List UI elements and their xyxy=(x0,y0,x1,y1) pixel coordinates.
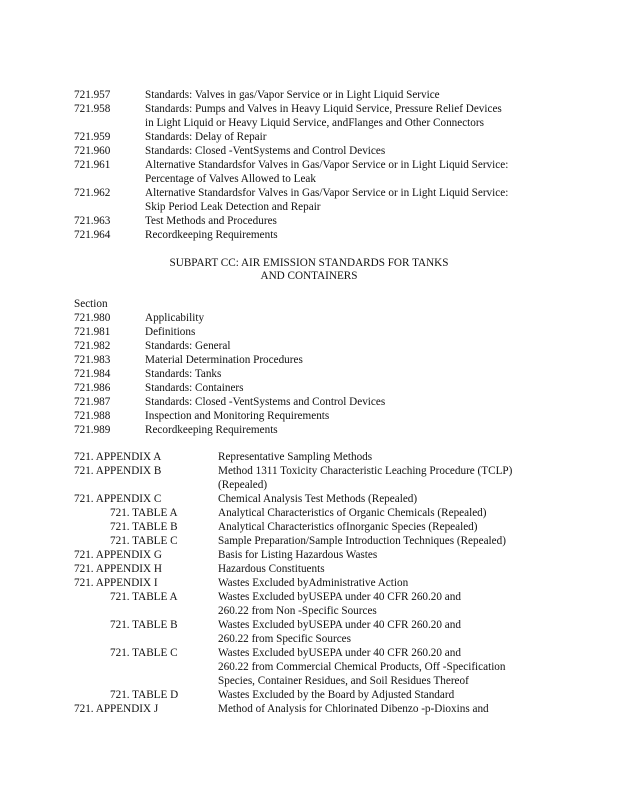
section-number: 721.982 xyxy=(74,340,111,352)
table-label: 721. TABLE B xyxy=(110,619,178,631)
appendix-title: Chemical Analysis Test Methods (Repealed) xyxy=(218,493,418,505)
toc-entry-721-961-cont xyxy=(0,172,618,186)
table-label: 721. TABLE C xyxy=(110,535,178,547)
appendix-entry-j xyxy=(0,702,618,716)
appendix-label: 721. APPENDIX B xyxy=(74,465,162,477)
table-title: Wastes Excluded byUSEPA under 40 CFR 260.20 and xyxy=(218,591,461,603)
section-number: 721.963 xyxy=(74,215,111,227)
table-entry-c-b xyxy=(0,520,618,534)
table-title-continuation: Species, Container Residues, and Soil Residues Thereof xyxy=(218,675,469,687)
section-number: 721.964 xyxy=(74,229,111,241)
section-title: Standards: Valves in gas/Vapor Service or in Light Liquid Service xyxy=(145,89,440,101)
table-title: Wastes Excluded byUSEPA under 40 CFR 260.20 and xyxy=(218,619,461,631)
appendix-title: Hazardous Constituents xyxy=(218,563,325,575)
toc-entry-721-959 xyxy=(0,130,618,144)
toc-entry-721-982 xyxy=(0,339,618,353)
toc-entry-721-986 xyxy=(0,381,618,395)
toc-entry-721-958-cont xyxy=(0,116,618,130)
appendix-entry-g xyxy=(0,548,618,562)
appendix-title: Wastes Excluded byAdministrative Action xyxy=(218,577,409,589)
table-entry-i-c-cont2 xyxy=(0,674,618,688)
table-label: 721. TABLE C xyxy=(110,647,178,659)
toc-entry-721-984 xyxy=(0,367,618,381)
section-label: Section xyxy=(74,298,108,310)
section-number: 721.983 xyxy=(74,354,111,366)
section-title: Material Determination Procedures xyxy=(145,354,303,366)
section-number: 721.986 xyxy=(74,382,111,394)
section-title: Applicability xyxy=(145,312,205,324)
appendix-label: 721. APPENDIX A xyxy=(74,451,162,463)
table-title-continuation: 260.22 from Non -Specific Sources xyxy=(218,605,377,617)
section-title: Test Methods and Procedures xyxy=(145,215,277,227)
table-label: 721. TABLE A xyxy=(110,591,178,603)
table-entry-i-c xyxy=(0,646,618,660)
section-title: Alternative Standardsfor Valves in Gas/Vapor Service or in Light Liquid Service: xyxy=(145,159,509,171)
table-entry-i-b xyxy=(0,618,618,632)
appendix-title-continuation: (Repealed) xyxy=(218,479,268,491)
section-number: 721.980 xyxy=(74,312,111,324)
section-title-continuation: Percentage of Valves Allowed to Leak xyxy=(145,173,316,185)
table-entry-i-a-cont xyxy=(0,604,618,618)
appendix-entry-b xyxy=(0,464,618,478)
section-title: Definitions xyxy=(145,326,196,338)
toc-entry-721-958 xyxy=(0,102,618,116)
appendix-entry-i xyxy=(0,576,618,590)
table-title: Wastes Excluded byUSEPA under 40 CFR 260.20 and xyxy=(218,647,461,659)
table-title-continuation: 260.22 from Commercial Chemical Products, Off -Specification xyxy=(218,661,506,673)
section-number: 721.989 xyxy=(74,424,111,436)
toc-entry-721-960 xyxy=(0,144,618,158)
toc-entry-721-981 xyxy=(0,325,618,339)
appendix-label: 721. APPENDIX I xyxy=(74,577,158,589)
section-number: 721.958 xyxy=(74,103,111,115)
table-title: Analytical Characteristics of Organic Chemicals (Repealed) xyxy=(218,507,487,519)
toc-entry-721-961 xyxy=(0,158,618,172)
toc-entry-721-964 xyxy=(0,228,618,242)
section-title: Recordkeeping Requirements xyxy=(145,229,278,241)
table-title-continuation: 260.22 from Specific Sources xyxy=(218,633,351,645)
appendix-title: Method of Analysis for Chlorinated Dibenzo -p-Dioxins and xyxy=(218,703,489,715)
table-entry-i-c-cont xyxy=(0,660,618,674)
toc-entry-721-987 xyxy=(0,395,618,409)
section-title: Standards: Tanks xyxy=(145,368,222,380)
section-title: Recordkeeping Requirements xyxy=(145,424,278,436)
section-title-continuation: in Light Liquid or Heavy Liquid Service, andFlanges and Other Connectors xyxy=(145,117,484,129)
section-title: Standards: Closed -VentSystems and Control Devices xyxy=(145,396,386,408)
toc-entry-721-962-cont xyxy=(0,200,618,214)
section-title-continuation: Skip Period Leak Detection and Repair xyxy=(145,201,321,213)
table-label: 721. TABLE D xyxy=(110,689,179,701)
section-number: 721.957 xyxy=(74,89,111,101)
appendix-entry-a xyxy=(0,450,618,464)
section-title: Standards: General xyxy=(145,340,231,352)
appendix-label: 721. APPENDIX J xyxy=(74,703,159,715)
section-title: Inspection and Monitoring Requirements xyxy=(145,410,330,422)
section-number: 721.962 xyxy=(74,187,111,199)
section-title: Alternative Standardsfor Valves in Gas/Vapor Service or in Light Liquid Service: xyxy=(145,187,509,199)
subpart-heading-line: AND CONTAINERS xyxy=(260,270,358,282)
section-title: Standards: Delay of Repair xyxy=(145,131,267,143)
subpart-cc-heading-cont xyxy=(0,269,618,283)
table-entry-i-a xyxy=(0,590,618,604)
toc-entry-721-988 xyxy=(0,409,618,423)
toc-entry-721-983 xyxy=(0,353,618,367)
table-title: Wastes Excluded by the Board by Adjusted Standard xyxy=(218,689,455,701)
toc-entry-721-963 xyxy=(0,214,618,228)
section-number: 721.960 xyxy=(74,145,111,157)
toc-entry-721-962 xyxy=(0,186,618,200)
appendix-title: Basis for Listing Hazardous Wastes xyxy=(218,549,378,561)
section-title: Standards: Closed -VentSystems and Control Devices xyxy=(145,145,386,157)
appendix-entry-h xyxy=(0,562,618,576)
table-entry-i-d xyxy=(0,688,618,702)
subpart-cc-heading xyxy=(0,256,618,270)
section-title: Standards: Pumps and Valves in Heavy Liquid Service, Pressure Relief Devices xyxy=(145,103,502,115)
appendix-label: 721. APPENDIX H xyxy=(74,563,162,575)
table-title: Sample Preparation/Sample Introduction Techniques (Repealed) xyxy=(218,535,506,547)
appendix-entry-c xyxy=(0,492,618,506)
section-title: Standards: Containers xyxy=(145,382,244,394)
subpart-heading-line: SUBPART CC: AIR EMISSION STANDARDS FOR TANKS xyxy=(169,257,449,269)
toc-entry-721-980 xyxy=(0,311,618,325)
section-number: 721.987 xyxy=(74,396,111,408)
table-entry-c-c xyxy=(0,534,618,548)
section-number: 721.988 xyxy=(74,410,111,422)
appendix-title: Representative Sampling Methods xyxy=(218,451,373,463)
appendix-label: 721. APPENDIX G xyxy=(74,549,162,561)
table-entry-c-a xyxy=(0,506,618,520)
toc-entry-721-957 xyxy=(0,88,618,102)
table-entry-i-b-cont xyxy=(0,632,618,646)
section-number: 721.981 xyxy=(74,326,111,338)
appendix-label: 721. APPENDIX C xyxy=(74,493,162,505)
section-number: 721.961 xyxy=(74,159,111,171)
appendix-title: Method 1311 Toxicity Characteristic Leaching Procedure (TCLP) xyxy=(218,465,513,477)
table-label: 721. TABLE A xyxy=(110,507,178,519)
toc-entry-721-989 xyxy=(0,423,618,437)
appendix-entry-b-cont xyxy=(0,478,618,492)
table-title: Analytical Characteristics ofInorganic Species (Repealed) xyxy=(218,521,478,533)
section-number: 721.959 xyxy=(74,131,111,143)
table-label: 721. TABLE B xyxy=(110,521,178,533)
section-number: 721.984 xyxy=(74,368,111,380)
section-label-row xyxy=(0,297,618,311)
